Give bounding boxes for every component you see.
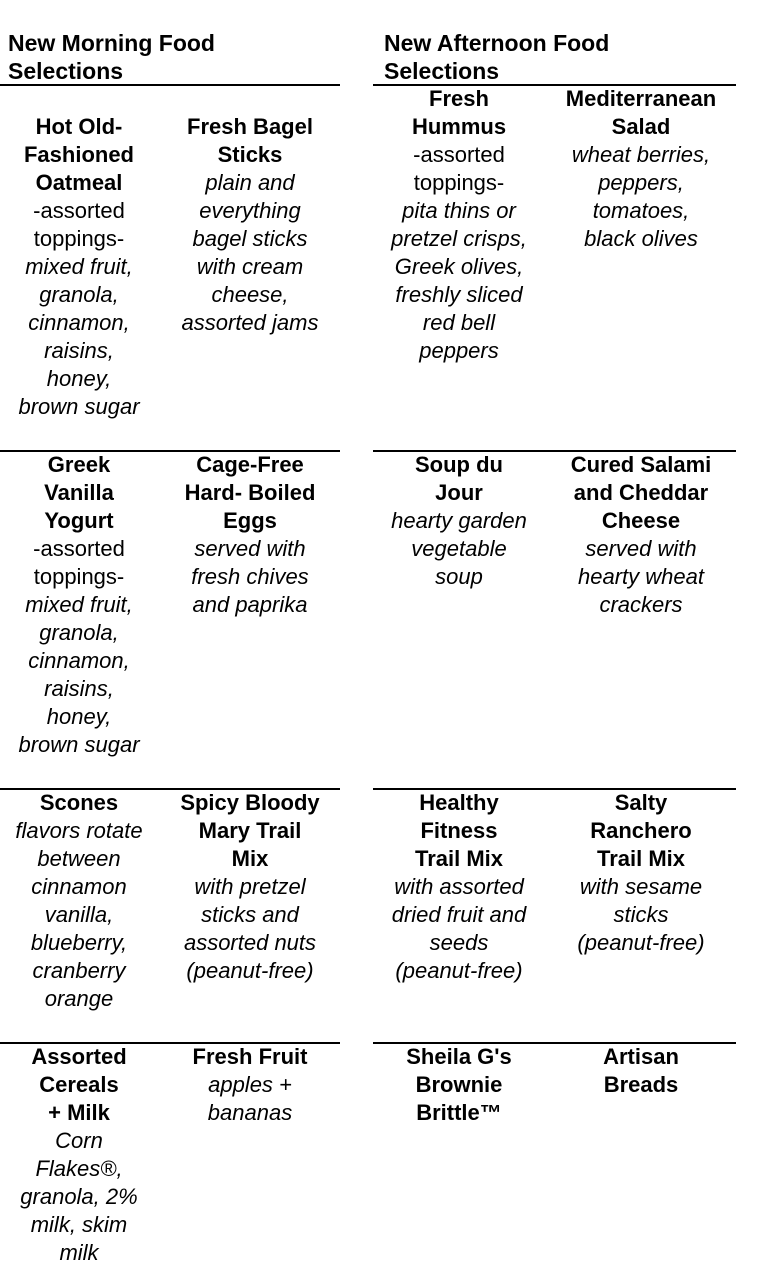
- item-details: Corn Flakes®, granola, 2% milk, skim milk: [20, 1128, 138, 1265]
- menu-item-brownie-brittle: [368, 1043, 550, 1127]
- item-name: Healthy Fitness Trail Mix: [414, 790, 504, 871]
- item-name: Fresh Fruit: [192, 1044, 308, 1069]
- menu-item-oatmeal: [0, 113, 170, 421]
- item-name: Soup du Jour: [415, 452, 503, 505]
- afternoon-section-title: New Afternoon Food Selections: [384, 30, 610, 84]
- item-name: Spicy Bloody Mary Trail Mix: [180, 790, 320, 871]
- morning-divider-1: [0, 84, 340, 86]
- item-description: -assorted toppings-: [33, 536, 125, 589]
- menu-item-bloody-mary-trail-mix: [159, 789, 341, 985]
- item-description: -assorted toppings-: [33, 198, 125, 251]
- item-name: Fresh Hummus: [411, 86, 507, 139]
- morning-section-title: New Morning Food Selections: [8, 30, 215, 84]
- item-name: Fresh Bagel Sticks: [187, 114, 313, 167]
- menu-item-cereals: [0, 1043, 170, 1267]
- menu-item-artisan-breads: [550, 1043, 732, 1099]
- item-details: hearty garden vegetable soup: [391, 508, 527, 589]
- item-details: wheat berries, peppers, tomatoes, black olives: [571, 142, 711, 251]
- menu-item-scones: [0, 789, 170, 1013]
- item-details: mixed fruit, granola, cinnamon, raisins, honey, brown sugar: [18, 592, 140, 757]
- item-details: pita thins or pretzel crisps, Greek olives, freshly sliced red bell peppers: [391, 198, 527, 363]
- menu-item-ranchero-trail-mix: [550, 789, 732, 957]
- item-name: Greek Vanilla Yogurt: [44, 452, 114, 533]
- item-details: served with fresh chives and paprika: [191, 536, 309, 617]
- menu-item-fitness-trail-mix: [368, 789, 550, 985]
- item-details: plain and everything bagel sticks with cream cheese, assorted jams: [181, 170, 319, 335]
- item-name: Mediterranean Salad: [565, 86, 717, 139]
- menu-item-soup: [368, 451, 550, 591]
- menu-item-boiled-eggs: [159, 451, 341, 619]
- item-name: Scones: [39, 790, 119, 815]
- item-details: mixed fruit, granola, cinnamon, raisins, honey, brown sugar: [18, 254, 140, 419]
- menu-item-greek-yogurt: [0, 451, 170, 759]
- item-details: served with hearty wheat crackers: [578, 536, 704, 617]
- item-name: Cured Salami and Cheddar Cheese: [570, 452, 712, 533]
- item-name: Hot Old- Fashioned Oatmeal: [23, 114, 134, 195]
- item-details: with assorted dried fruit and seeds (peanut-free): [391, 874, 527, 983]
- menu-item-bagel-sticks: [159, 113, 341, 337]
- item-details: with sesame sticks (peanut-free): [577, 874, 705, 955]
- menu-item-fresh-fruit: [159, 1043, 341, 1127]
- item-details: with pretzel sticks and assorted nuts (peanut-free): [183, 874, 317, 983]
- item-name: Sheila G's Brownie Brittle™: [406, 1044, 512, 1125]
- item-name: Salty Ranchero Trail Mix: [590, 790, 692, 871]
- item-name: Assorted Cereals + Milk: [31, 1044, 127, 1125]
- menu-item-mediterranean-salad: [550, 85, 732, 253]
- item-name: Cage-Free Hard- Boiled Eggs: [184, 452, 316, 533]
- menu-item-hummus: [368, 85, 550, 365]
- menu-item-salami-cheddar: [550, 451, 732, 619]
- item-description: -assorted toppings-: [413, 142, 505, 195]
- item-name: Artisan Breads: [603, 1044, 679, 1097]
- item-details: flavors rotate between cinnamon vanilla, blueberry, cranberry orange: [15, 818, 143, 1011]
- item-details: apples + bananas: [207, 1072, 293, 1125]
